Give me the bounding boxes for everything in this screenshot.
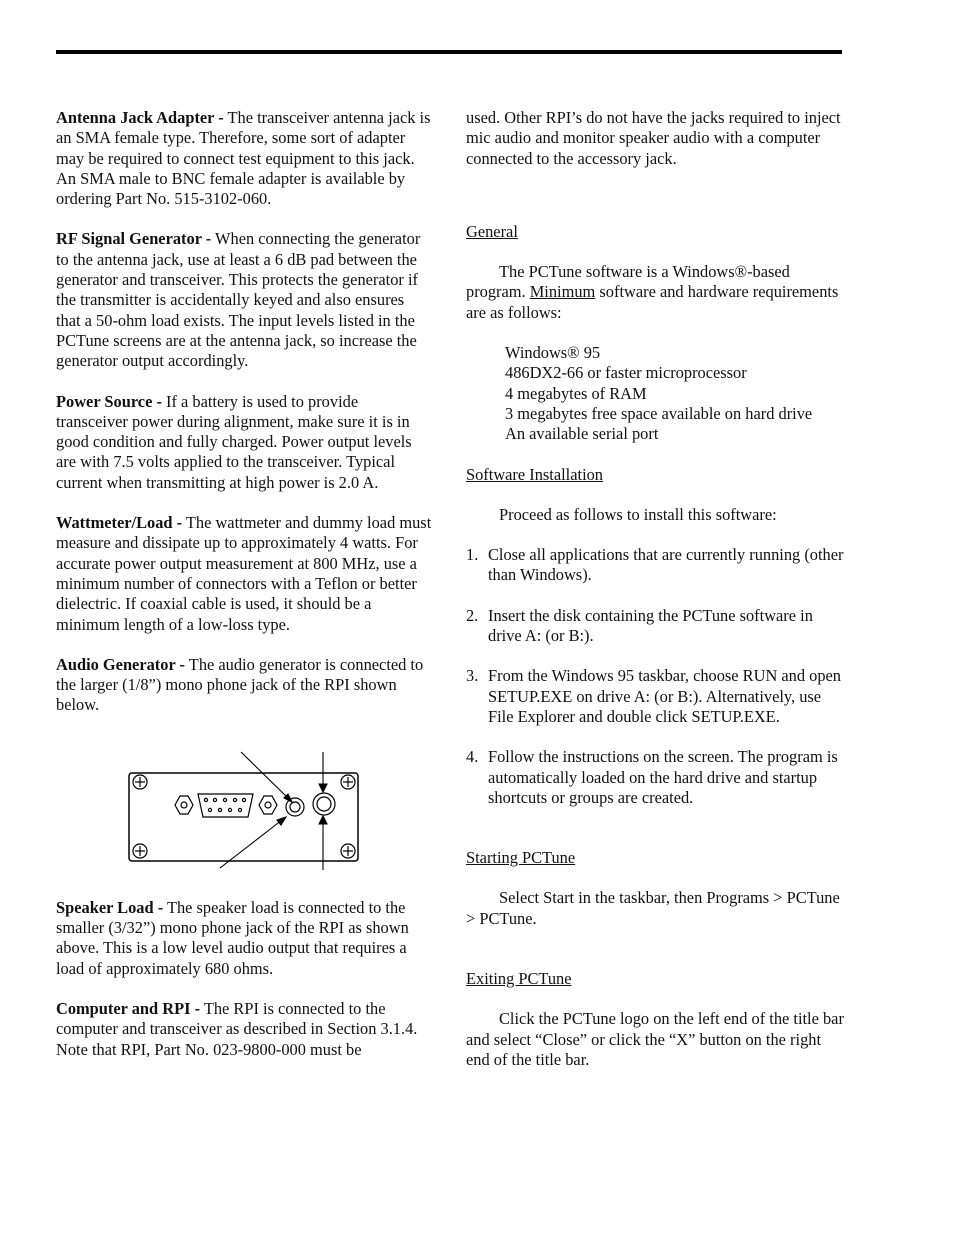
install-paragraph: Proceed as follows to install this software: [499,504,777,524]
antenna-paragraph: Antenna Jack Adapter - The transceiver antenna jack is an SMA female type. Therefore, some sort of adapter may be required to connect test equipment to this jack. An SMA male to BNC female adapter is available by ordering Part No. 515-3102-060. [56,108,431,209]
computer-rpi-paragraph: Computer and RPI - The RPI is connected to the computer and transceiver as described in Section 3.1.4. Note that RPI, Part No. 023-9800-000 must be [56,998,418,1059]
general-heading: General [466,221,518,241]
right-column [466,108,844,1070]
requirement-item: Windows® 95 [505,343,601,363]
starting-paragraph: Select Start in the taskbar, then Programs > PCTune > PCTune. [466,888,840,928]
step-item: 3. From the Windows 95 taskbar, choose RUN and open SETUP.EXE on drive A: (or B:). Alternatively, use File Explorer and double click SETUP.EXE. [466,666,842,726]
requirement-item: 486DX2-66 or faster microprocessor [505,363,747,383]
phone-jacks [286,793,335,816]
step-item: 1. Close all applications that are currently running (other than Windows). [466,545,844,585]
requirement-item: An available serial port [505,424,659,444]
requirements-list [466,343,844,444]
audio-generator-paragraph: Audio Generator - The audio generator is connected to the larger (1/8”) mono phone jack of the RPI shown below. [56,654,424,715]
general-paragraph: The PCTune software is a Windows®-based program. Minimum software and hardware requirements are as follows: [466,262,839,322]
speaker-load-paragraph: Speaker Load - The speaker load is connected to the smaller (3/32”) mono phone jack of the RPI as shown above. This is a low level audio output that requires a load of approximately 680 ohms. [56,897,409,978]
step-item: 2. Insert the disk containing the PCTune software in drive A: (or B:). [466,605,813,646]
exiting-heading: Exiting PCTune [466,969,572,989]
continued-paragraph: used. Other RPI’s do not have the jacks required to inject mic audio and monitor speaker audio with a computer connected to the accessory jack. [466,108,841,168]
rf-generator-paragraph: RF Signal Generator - When connecting the generator to the antenna jack, use at least a 6 dB pad between the generator and transceiver. This protects the generator if the transmitter is accidentally keyed and also ensures that a 50-ohm load exists. The input levels listed in the PCTune screens are at the antenna jack, so increase the generator output accordingly. [56,229,421,371]
left-column [56,108,432,1060]
starting-heading: Starting PCTune [466,848,576,868]
wattmeter-paragraph: Wattmeter/Load - The wattmeter and dummy load must measure and dissipate up to approximately 4 watts. For accurate power output measurement at 800 MHz, use a minimum number of connectors with a Teflon or better dielectric. If coaxial cable is used, it should be a minimum length of a low-loss type. [56,513,432,634]
db9-connector [175,794,277,817]
exiting-paragraph: Click the PCTune logo on the left end of the title bar and select “Close” or click the “X” button on the right end of the title bar. [466,1009,844,1069]
rpi-diagram [110,748,380,870]
requirement-item: 4 megabytes of RAM [505,383,647,403]
header-rule [56,50,842,54]
power-source-paragraph: Power Source - If a battery is used to provide transceiver power during alignment, make sure it is in good condition and fully charged. Power output levels are with 7.5 volts applied to the transceiver. Typical current when transmitting at high power is 2.0 A. [56,391,412,492]
step-item: 4. Follow the instructions on the screen. The program is automatically loaded on the hard drive and startup shortcuts or groups are created. [466,747,838,807]
install-heading: Software Installation [466,464,604,484]
requirement-item: 3 megabytes free space available on hard drive [505,403,813,423]
